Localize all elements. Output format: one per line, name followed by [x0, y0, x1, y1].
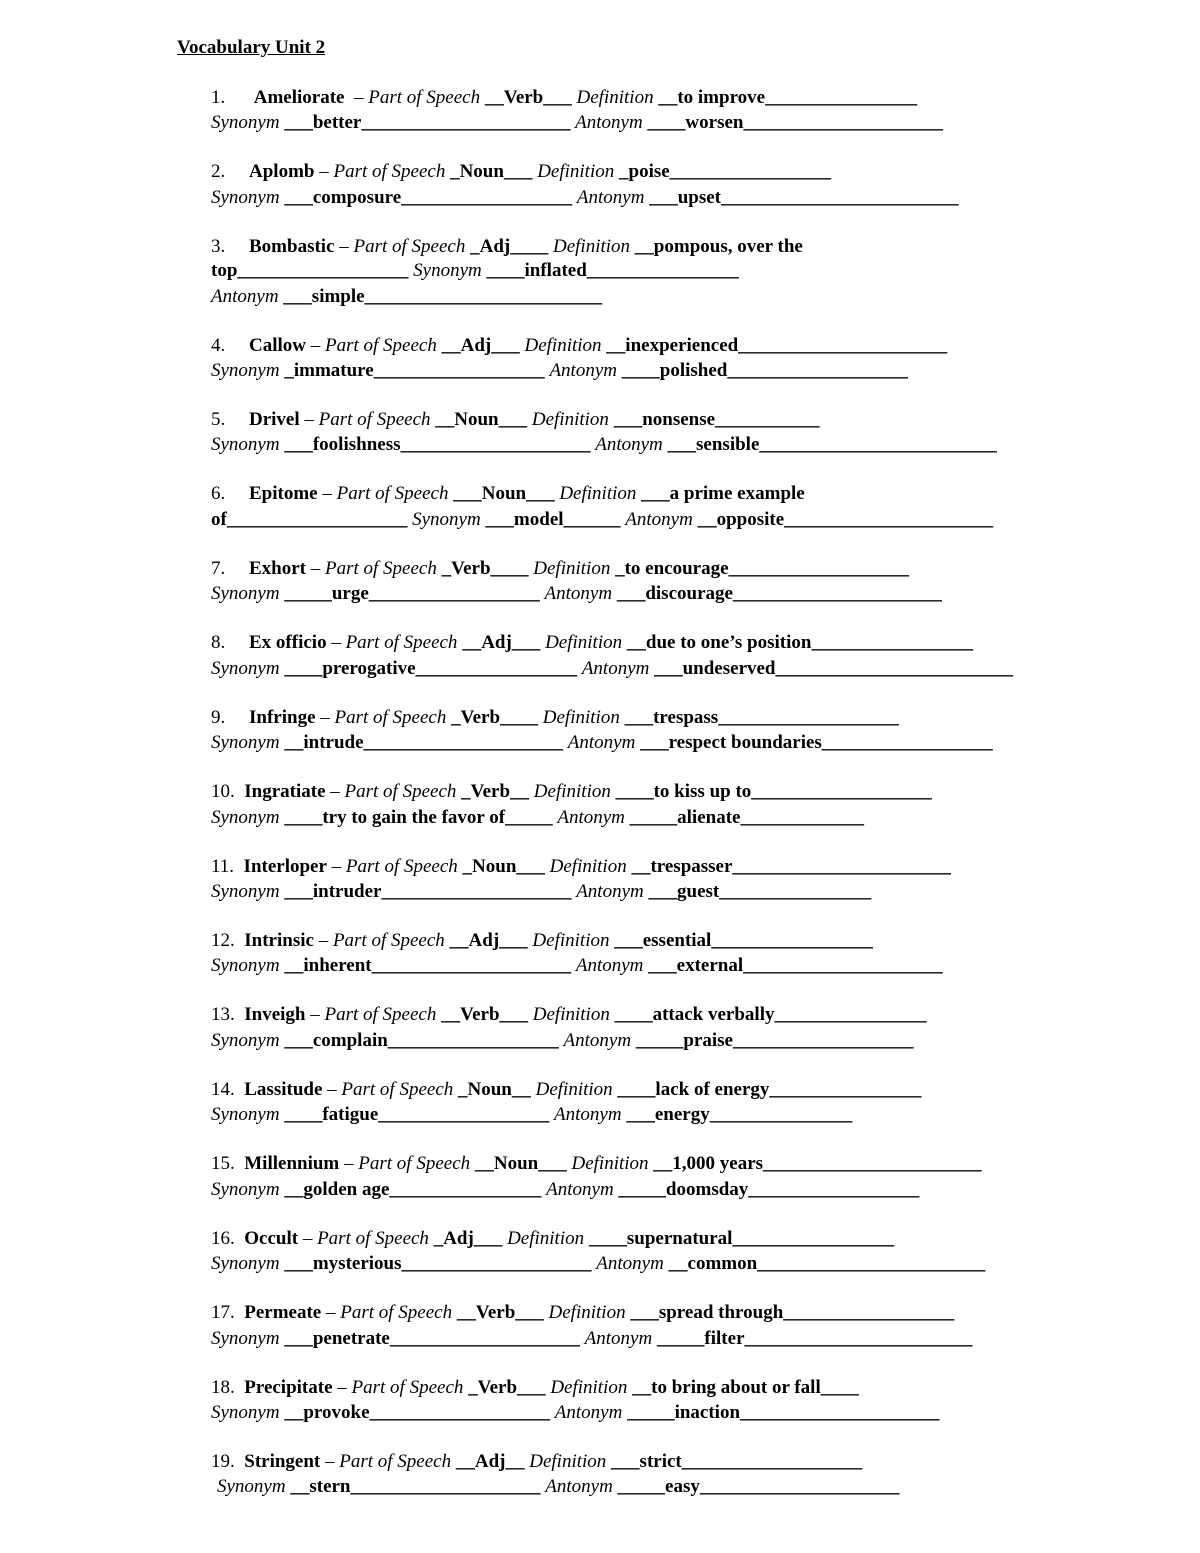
- field-label: Synonym: [211, 1104, 280, 1125]
- field-label: Part of Speech: [339, 1451, 452, 1472]
- field-label: Antonym: [549, 360, 617, 381]
- answer-text: ___discourage______________________: [612, 583, 942, 604]
- separator: –: [322, 1079, 342, 1100]
- answer-text: __Adj___: [444, 930, 533, 951]
- field-label: Synonym: [211, 955, 280, 976]
- separator: –: [326, 856, 346, 877]
- field-label: Antonym: [595, 434, 663, 455]
- answer-text: ___trespass___________________: [619, 707, 899, 728]
- field-label: Synonym: [211, 658, 280, 679]
- answer-text: ___sensible_________________________: [662, 434, 997, 455]
- answer-text: __Adj___: [457, 632, 546, 653]
- field-label: Definition: [550, 1377, 628, 1398]
- field-label: Definition: [532, 930, 610, 951]
- field-label: Synonym: [211, 360, 280, 381]
- vocab-term: Permeate: [244, 1302, 322, 1323]
- vocab-line: [211, 334, 947, 358]
- field-label: Definition: [533, 558, 611, 579]
- answer-text: _Adj____: [465, 236, 553, 257]
- field-label: Definition: [576, 87, 654, 108]
- vocab-line: [211, 408, 820, 432]
- separator: –: [332, 1377, 352, 1398]
- answer-text: _immature__________________: [279, 360, 550, 381]
- answer-text: ____prerogative_________________: [279, 658, 582, 679]
- field-label: Synonym: [211, 187, 280, 208]
- vocab-term: Ingratiate: [244, 781, 326, 802]
- field-label: Definition: [531, 409, 609, 430]
- answer-text: __1,000 years_______________________: [648, 1153, 982, 1174]
- answer-text: _____alienate_____________: [624, 807, 864, 828]
- item-number: 7.: [211, 558, 249, 579]
- answer-text: ___undeserved_________________________: [649, 658, 1014, 679]
- vocab-line: [211, 285, 602, 309]
- vocab-line: [211, 929, 873, 953]
- vocab-line: [211, 954, 943, 978]
- vocab-term: Epitome: [249, 483, 318, 504]
- field-label: Synonym: [217, 1476, 286, 1497]
- vocab-line: [211, 186, 959, 210]
- vocab-line: [211, 1152, 982, 1176]
- vocab-line: [211, 855, 951, 879]
- vocab-term: Stringent: [244, 1451, 321, 1472]
- separator: –: [325, 781, 345, 802]
- vocab-term: Inveigh: [244, 1004, 306, 1025]
- vocab-line: [217, 1475, 899, 1499]
- answer-text: __provoke___________________: [279, 1402, 555, 1423]
- vocab-line: [211, 259, 739, 283]
- answer-text: ___intruder____________________: [279, 881, 577, 902]
- vocab-line: [211, 1301, 954, 1325]
- answer-text: ___spread through__________________: [625, 1302, 955, 1323]
- answer-text: _Noun___: [445, 161, 538, 182]
- answer-text: _Noun__: [453, 1079, 536, 1100]
- field-label: Definition: [571, 1153, 649, 1174]
- field-label: Synonym: [211, 112, 280, 133]
- separator: –: [306, 558, 325, 579]
- answer-text: _Verb__: [456, 781, 534, 802]
- field-label: Antonym: [211, 286, 279, 307]
- answer-text: __Adj___: [436, 335, 525, 356]
- answer-text: __stern____________________: [285, 1476, 546, 1497]
- vocab-line: [211, 1450, 862, 1474]
- answer-text: _____urge__________________: [279, 583, 545, 604]
- vocab-line: [211, 359, 908, 383]
- answer-text: _____easy_____________________: [612, 1476, 900, 1497]
- item-number: 12.: [211, 930, 245, 951]
- separator: –: [320, 1451, 340, 1472]
- vocab-term: Infringe: [249, 707, 316, 728]
- answer-text: of___________________: [211, 509, 413, 530]
- answer-text: ____try to gain the favor of_____: [279, 807, 558, 828]
- vocab-line: [211, 508, 993, 532]
- separator: –: [339, 1153, 359, 1174]
- vocab-line: [211, 86, 917, 110]
- field-label: Antonym: [567, 732, 636, 753]
- answer-text: __opposite______________________: [692, 509, 994, 530]
- vocab-line: [211, 806, 864, 830]
- answer-text: ____attack verbally________________: [609, 1004, 927, 1025]
- answer-text: ____polished___________________: [617, 360, 908, 381]
- separator: –: [298, 1228, 318, 1249]
- answer-text: ____lack of energy________________: [612, 1079, 922, 1100]
- field-label: Antonym: [575, 955, 644, 976]
- vocab-line: [211, 482, 805, 506]
- answer-text: ___guest________________: [643, 881, 872, 902]
- separator: –: [349, 87, 369, 108]
- vocab-line: [211, 557, 909, 581]
- field-label: Definition: [524, 335, 602, 356]
- answer-text: ___strict___________________: [606, 1451, 863, 1472]
- separator: –: [305, 1004, 325, 1025]
- field-label: Part of Speech: [334, 707, 447, 728]
- field-label: Antonym: [554, 1402, 623, 1423]
- field-label: Definition: [549, 856, 627, 877]
- answer-text: ___essential_________________: [609, 930, 873, 951]
- item-number: 6.: [211, 483, 249, 504]
- answer-text: ___penetrate____________________: [279, 1328, 585, 1349]
- vocab-line: [211, 1078, 921, 1102]
- answer-text: ___a prime example: [636, 483, 805, 504]
- answer-text: _to encourage___________________: [610, 558, 910, 579]
- answer-text: ___respect boundaries__________________: [635, 732, 993, 753]
- field-label: Synonym: [211, 732, 280, 753]
- item-number: 17.: [211, 1302, 245, 1323]
- item-number: 16.: [211, 1228, 245, 1249]
- answer-text: ___simple_________________________: [278, 286, 603, 307]
- field-label: Synonym: [413, 260, 482, 281]
- field-label: Definition: [537, 161, 615, 182]
- answer-text: __Verb___: [452, 1302, 549, 1323]
- field-label: Part of Speech: [344, 781, 457, 802]
- answer-text: _Noun___: [457, 856, 550, 877]
- vocab-line: [211, 780, 932, 804]
- field-label: Definition: [532, 1004, 610, 1025]
- field-label: Antonym: [544, 583, 613, 604]
- field-label: Definition: [548, 1302, 626, 1323]
- answer-text: __common________________________: [663, 1253, 986, 1274]
- separator: –: [315, 707, 335, 728]
- field-label: Antonym: [576, 881, 644, 902]
- vocab-term: Occult: [244, 1228, 299, 1249]
- separator: –: [299, 409, 319, 430]
- answer-text: ____supernatural_________________: [584, 1228, 894, 1249]
- field-label: Part of Speech: [332, 930, 445, 951]
- item-number: 4.: [211, 335, 249, 356]
- answer-text: ___mysterious____________________: [279, 1253, 597, 1274]
- field-label: Antonym: [576, 187, 645, 208]
- field-label: Synonym: [211, 1402, 280, 1423]
- vocab-line: [211, 706, 899, 730]
- answer-text: __pompous, over the: [630, 236, 803, 257]
- item-number: 9.: [211, 707, 249, 728]
- answer-text: _Verb___: [463, 1377, 551, 1398]
- field-label: Part of Speech: [333, 161, 446, 182]
- item-number: 8.: [211, 632, 249, 653]
- answer-text: __inexperienced______________________: [601, 335, 948, 356]
- vocab-line: [211, 1327, 973, 1351]
- answer-text: ___nonsense___________: [608, 409, 820, 430]
- vocab-term: Millennium: [244, 1153, 340, 1174]
- vocab-line: [211, 631, 973, 655]
- answer-text: ___external_____________________: [643, 955, 943, 976]
- answer-text: ___foolishness____________________: [279, 434, 596, 455]
- item-number: 14.: [211, 1079, 245, 1100]
- field-label: Part of Speech: [358, 1153, 471, 1174]
- answer-text: ___composure__________________: [279, 187, 577, 208]
- vocab-term: Lassitude: [244, 1079, 323, 1100]
- vocab-term: Aplomb: [249, 161, 315, 182]
- field-label: Antonym: [584, 1328, 653, 1349]
- separator: –: [317, 483, 337, 504]
- answer-text: __trespasser_______________________: [626, 856, 951, 877]
- vocab-line: [211, 1401, 940, 1425]
- separator: –: [334, 236, 354, 257]
- vocab-line: [211, 1252, 985, 1276]
- answer-text: ____worsen_____________________: [642, 112, 943, 133]
- answer-text: __due to one’s position_________________: [622, 632, 973, 653]
- field-label: Synonym: [211, 434, 280, 455]
- field-label: Synonym: [211, 1328, 280, 1349]
- vocab-line: [211, 657, 1013, 681]
- field-label: Definition: [542, 707, 620, 728]
- item-number: 13.: [211, 1004, 245, 1025]
- answer-text: _Verb____: [446, 707, 543, 728]
- field-label: Part of Speech: [325, 558, 437, 579]
- vocab-line: [211, 160, 831, 184]
- vocab-term: Intrinsic: [244, 930, 314, 951]
- field-label: Part of Speech: [336, 483, 449, 504]
- field-label: Part of Speech: [353, 236, 466, 257]
- answer-text: ____inflated________________: [481, 260, 739, 281]
- separator: –: [313, 930, 333, 951]
- field-label: Antonym: [581, 658, 650, 679]
- field-label: Part of Speech: [317, 1228, 429, 1249]
- field-label: Synonym: [211, 1179, 280, 1200]
- field-label: Synonym: [412, 509, 481, 530]
- vocab-term: Callow: [249, 335, 306, 356]
- answer-text: __Verb___: [480, 87, 577, 108]
- item-number: 10.: [211, 781, 245, 802]
- vocab-line: [211, 582, 942, 606]
- answer-text: ___complain__________________: [279, 1030, 564, 1051]
- vocab-line: [211, 880, 871, 904]
- field-label: Antonym: [545, 1476, 613, 1497]
- vocab-term: Ex officio: [249, 632, 327, 653]
- field-label: Synonym: [211, 1253, 280, 1274]
- field-label: Part of Speech: [368, 87, 481, 108]
- field-label: Part of Speech: [325, 335, 437, 356]
- vocab-line: [211, 1227, 894, 1251]
- field-label: Antonym: [575, 112, 643, 133]
- vocab-line: [211, 1178, 919, 1202]
- answer-text: _____praise___________________: [631, 1030, 914, 1051]
- document-title: Vocabulary Unit 2: [177, 37, 326, 58]
- field-label: Synonym: [211, 881, 280, 902]
- answer-text: __Verb___: [436, 1004, 533, 1025]
- field-label: Antonym: [596, 1253, 664, 1274]
- vocab-line: [211, 1103, 852, 1127]
- field-label: Synonym: [211, 583, 280, 604]
- field-label: Part of Speech: [345, 632, 458, 653]
- item-number: 18.: [211, 1377, 245, 1398]
- vocab-line: [211, 235, 803, 259]
- field-label: Part of Speech: [340, 1302, 453, 1323]
- field-label: Antonym: [554, 1104, 622, 1125]
- answer-text: _Verb____: [436, 558, 534, 579]
- field-label: Synonym: [211, 807, 280, 828]
- answer-text: __to improve________________: [653, 87, 918, 108]
- vocab-term: Drivel: [249, 409, 300, 430]
- answer-text: __Noun___: [470, 1153, 572, 1174]
- field-label: Definition: [559, 483, 637, 504]
- item-number: 3.: [211, 236, 249, 257]
- field-label: Definition: [545, 632, 623, 653]
- answer-text: _poise_________________: [614, 161, 832, 182]
- answer-text: ___model______: [480, 509, 626, 530]
- answer-text: _____doomsday__________________: [613, 1179, 920, 1200]
- answer-text: __to bring about or fall____: [627, 1377, 859, 1398]
- answer-text: ___Noun___: [448, 483, 560, 504]
- answer-text: __golden age________________: [279, 1179, 547, 1200]
- answer-text: _Adj___: [428, 1228, 508, 1249]
- field-label: Part of Speech: [324, 1004, 437, 1025]
- field-label: Part of Speech: [341, 1079, 454, 1100]
- item-number: 19.: [211, 1451, 245, 1472]
- field-label: Part of Speech: [318, 409, 431, 430]
- answer-text: ____to kiss up to___________________: [610, 781, 932, 802]
- vocab-line: [211, 1376, 859, 1400]
- field-label: Antonym: [625, 509, 693, 530]
- separator: –: [326, 632, 346, 653]
- separator: –: [321, 1302, 341, 1323]
- vocab-term: Interloper: [243, 856, 327, 877]
- vocab-line: [211, 731, 993, 755]
- field-label: Definition: [535, 1079, 613, 1100]
- field-label: Definition: [552, 236, 631, 257]
- vocab-term: Ameliorate: [253, 87, 350, 108]
- item-number: 2.: [211, 161, 249, 182]
- separator: –: [314, 161, 334, 182]
- field-label: Antonym: [563, 1030, 632, 1051]
- item-number: 1.: [211, 87, 254, 108]
- answer-text: __Noun___: [430, 409, 532, 430]
- field-label: Definition: [507, 1228, 585, 1249]
- answer-text: __Adj__: [451, 1451, 530, 1472]
- vocab-term: Bombastic: [249, 236, 335, 257]
- vocab-term: Exhort: [249, 558, 306, 579]
- field-label: Antonym: [546, 1179, 614, 1200]
- vocab-line: [211, 1003, 927, 1027]
- answer-text: _____inaction_____________________: [622, 1402, 940, 1423]
- answer-text: __inherent_____________________: [279, 955, 576, 976]
- field-label: Part of Speech: [351, 1377, 464, 1398]
- answer-text: _____filter________________________: [652, 1328, 973, 1349]
- answer-text: top__________________: [211, 260, 414, 281]
- answer-text: ___energy_______________: [621, 1104, 853, 1125]
- separator: –: [306, 335, 325, 356]
- vocab-term: Precipitate: [244, 1377, 333, 1398]
- field-label: Antonym: [557, 807, 625, 828]
- item-number: 5.: [211, 409, 249, 430]
- field-label: Definition: [533, 781, 611, 802]
- vocab-line: [211, 433, 997, 457]
- answer-text: ____fatigue__________________: [279, 1104, 555, 1125]
- answer-text: ___upset_________________________: [644, 187, 959, 208]
- field-label: Definition: [529, 1451, 607, 1472]
- vocab-line: [211, 111, 943, 135]
- answer-text: ___better______________________: [279, 112, 576, 133]
- field-label: Part of Speech: [345, 856, 458, 877]
- answer-text: __intrude_____________________: [279, 732, 568, 753]
- field-label: Synonym: [211, 1030, 280, 1051]
- item-number: 11.: [211, 856, 244, 877]
- vocab-line: [211, 1029, 913, 1053]
- item-number: 15.: [211, 1153, 245, 1174]
